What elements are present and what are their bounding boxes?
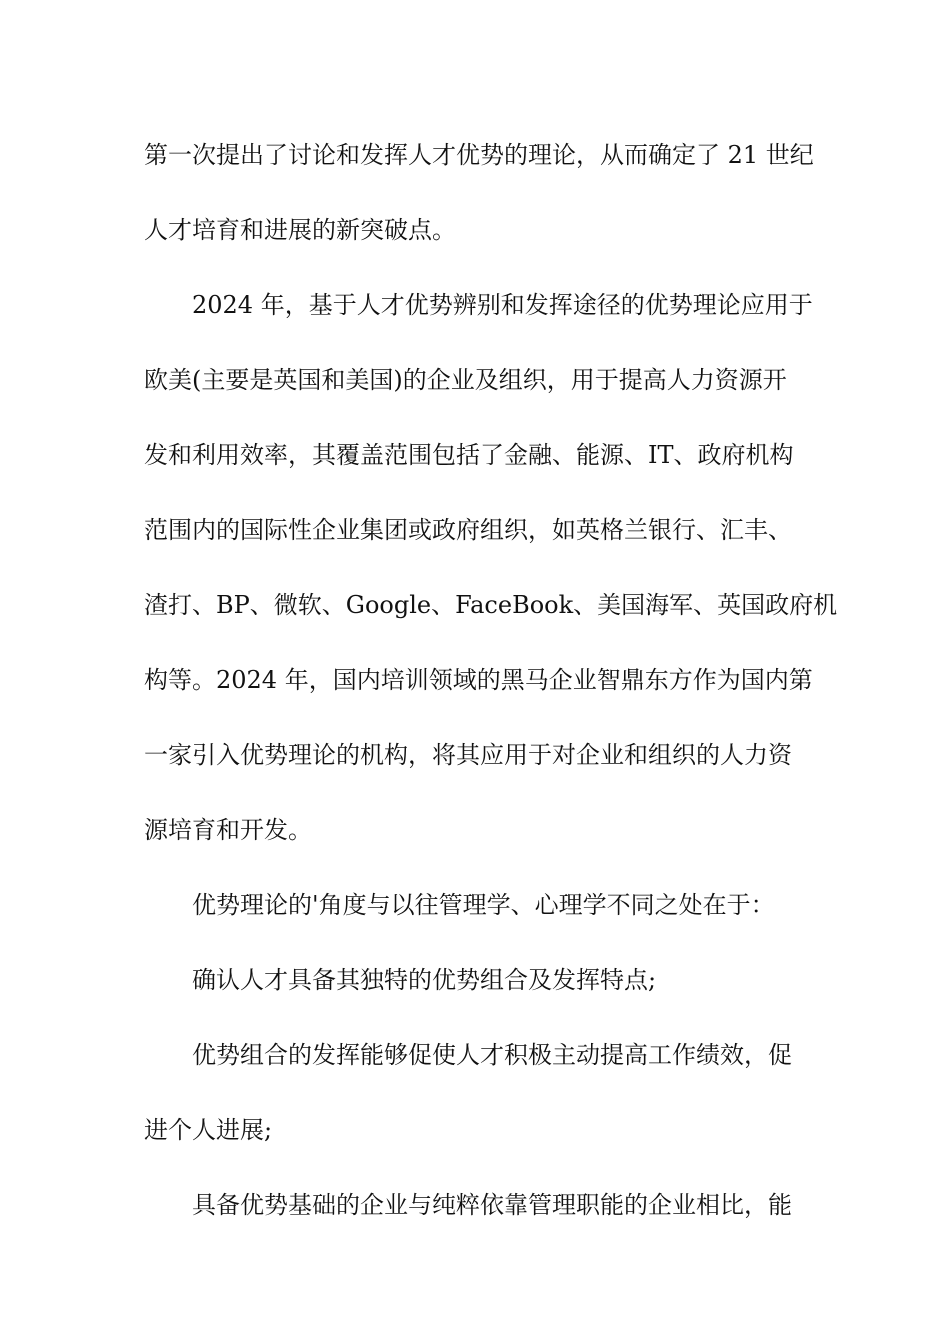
text-line: 一家引入优势理论的机构，将其应用于对企业和组织的人力资 [144,741,792,769]
text-line: 渣打、BP、微软、Google、FaceBook、美国海军、英国政府机 [144,591,838,619]
text-line: 进个人进展; [144,1116,273,1144]
text-line: 构等。2024 年，国内培训领域的黑马企业智鼎东方作为国内第 [144,666,813,694]
text-line: 人才培育和进展的新突破点。 [144,216,456,244]
text-line: 第一次提出了讨论和发挥人才优势的理论，从而确定了 21 世纪 [144,141,814,169]
text-line: 优势组合的发挥能够促使人才积极主动提高工作绩效，促 [192,1041,792,1069]
body-text [144,130,838,1255]
text-line: 具备优势基础的企业与纯粹依靠管理职能的企业相比，能 [192,1191,792,1219]
text-line: 欧美(主要是英国和美国)的企业及组织，用于提高人力资源开 [144,366,787,394]
text-line: 优势理论的'角度与以往管理学、心理学不同之处在于： [192,891,775,919]
text-line: 发和利用效率，其覆盖范围包括了金融、能源、IT、政府机构 [144,441,794,469]
text-line: 确认人才具备其独特的优势组合及发挥特点; [192,966,657,994]
text-line: 2024 年，基于人才优势辨别和发挥途径的优势理论应用于 [192,291,813,319]
text-line: 范围内的国际性企业集团或政府组织，如英格兰银行、汇丰、 [144,516,792,544]
text-line: 源培育和开发。 [144,816,312,844]
